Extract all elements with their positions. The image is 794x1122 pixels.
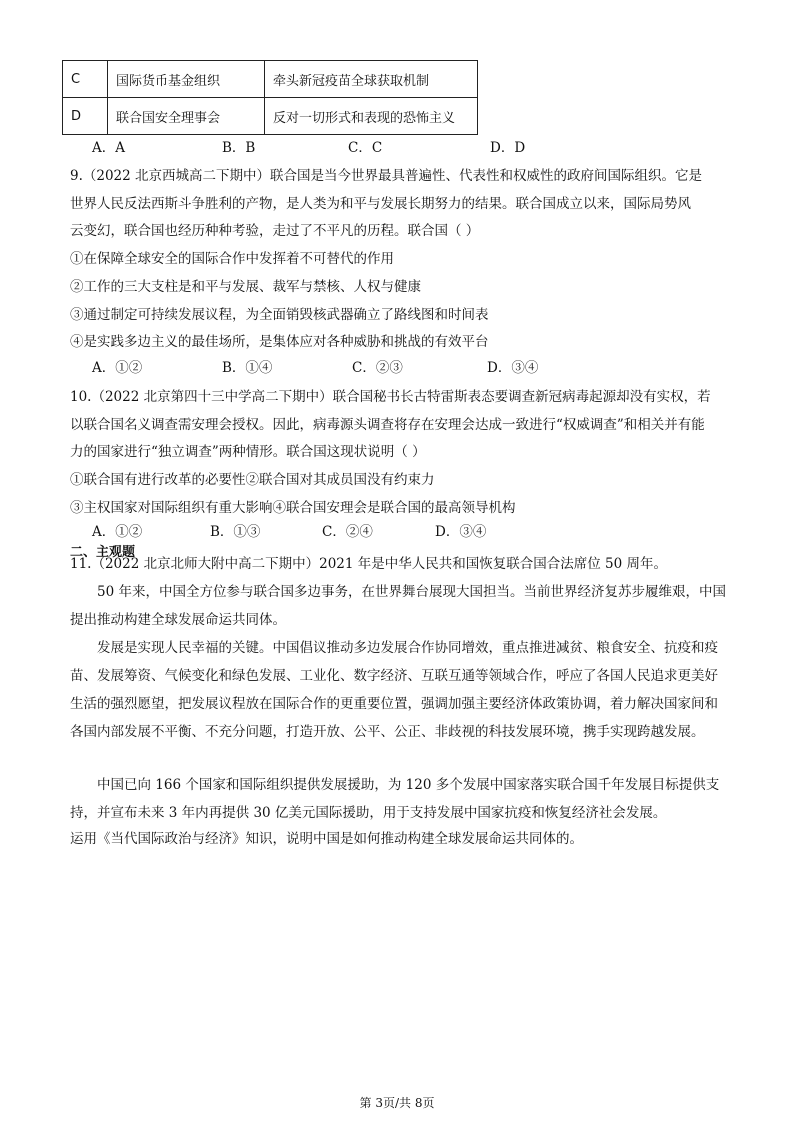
q11-paragraph: 50 年来，中国全方位参与联合国多边事务，在世界舞台展现大国担当。当前世界经济复苏步履维艰，中国提出推动构建全球发展命运共同体。 [70,584,726,628]
section-title: 二、主观题 [70,545,136,560]
q10-stem-line: 以联合国名义调查需安理会授权。因此，病毒源头调查将存在安理会达成一致进行“权威调查”和相关并有能 [70,417,705,433]
q9-statement: ②工作的三大支柱是和平与发展、裁军与禁核、人权与健康 [70,279,421,295]
q11-paragraph: 中国已向 166 个国家和国际组织提供发展援助，为 120 多个发展中国家落实联合国千年发展目标提供支持，并宣布未来 3 年内再提供 30 亿美元国际援助，用于支持发展中国家抗疫和恢复经济社会发展。 [70,777,720,821]
q8-choices [92,139,525,157]
option-letter: D [63,98,108,135]
choice-c: C．C [348,140,383,156]
choice-b: B．B [222,140,256,156]
q10-choices [92,523,486,541]
option-description: 反对一切形式和表现的恐怖主义 [265,98,478,135]
choice-c: C．②③ [352,360,403,376]
option-organization: 国际货币基金组织 [108,61,265,98]
choice-b: B．①④ [222,360,273,376]
q10-statement: ③主权国家对国际组织有重大影响④联合国安理会是联合国的最高领导机构 [70,500,516,516]
choice-a: A．①② [92,524,143,540]
choice-d: D．③④ [435,524,487,540]
q10-stem-line: 10.（2022 北京第四十三中学高二下期中）联合国秘书长古特雷斯表态要调查新冠病毒起源却没有实权，若 [70,389,711,405]
options-table [62,60,478,135]
q11-question: 运用《当代国际政治与经济》知识，说明中国是如何推动构建全球发展命运共同体的。 [70,831,583,847]
q9-statement: ①在保障全球安全的国际合作中发挥着不可替代的作用 [70,251,394,267]
q10-stem-line: 力的国家进行“独立调查”两种情形。联合国这现状说明（ ） [70,444,426,460]
option-letter: C [63,61,108,98]
choice-c: C．②④ [322,524,373,540]
choice-d: D．③④ [487,360,539,376]
choice-b: B．①③ [210,524,261,540]
q9-statement: ④是实践多边主义的最佳场所，是集体应对各种威胁和挑战的有效平台 [70,334,489,350]
table-row [63,61,478,98]
q11-stem: 11.（2022 北京北师大附中高二下期中）2021 年是中华人民共和国恢复联合国合法席位 50 周年。 [70,556,668,572]
q10-statement: ①联合国有进行改革的必要性②联合国对其成员国没有约束力 [70,472,435,488]
choice-a: A．A [92,140,125,156]
q9-stem-line: 世界人民反法西斯斗争胜利的产物，是人类为和平与发展长期努力的结果。联合国成立以来，国际局势风 [70,196,691,212]
q9-stem-line: 云变幻，联合国也经历种种考验，走过了不平凡的历程。联合国（ ） [70,223,480,239]
q9-stem-line: 9.（2022 北京西城高二下期中）联合国是当今世界最具普遍性、代表性和权威性的政府间国际组织。它是 [70,168,703,184]
q11-paragraph: 发展是实现人民幸福的关键。中国倡议推动多边发展合作协同增效，重点推进减贫、粮食安全、抗疫和疫苗、发展筹资、气候变化和绿色发展、工业化、数字经济、互联互通等领域合作，呼应了各国人民追求更美好生活的强烈愿望，把发展议程放在国际合作的更重要位置，强调加强主要经济体政策协调，着力解决国家间和各国内部发展不平衡、不充分问题，打造开放、公平、公正、非歧视的科技发展环境，携手实现跨越发展。 [70,640,718,740]
choice-d: D．D [490,140,526,156]
q9-choices [92,359,538,377]
page-footer: 第 3页/共 8页 [359,1096,435,1110]
option-description: 牵头新冠疫苗全球获取机制 [265,61,478,98]
option-organization: 联合国安全理事会 [108,98,265,135]
q9-statement: ③通过制定可持续发展议程，为全面销毁核武器确立了路线图和时间表 [70,307,489,323]
choice-a: A．①② [92,360,143,376]
table-row [63,98,478,135]
